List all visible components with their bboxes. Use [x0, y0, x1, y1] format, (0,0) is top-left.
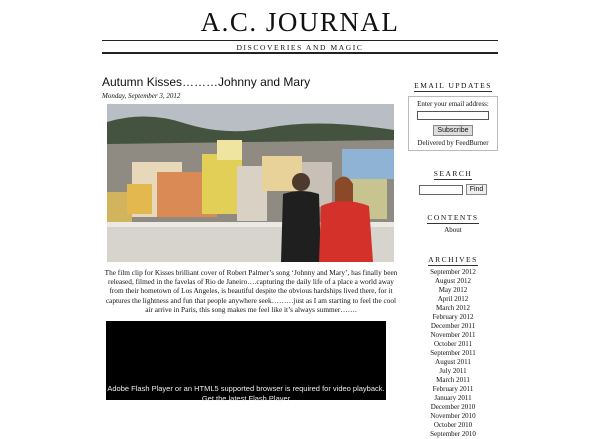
find-button[interactable]: Find: [466, 184, 488, 195]
video-message-line: Adobe Flash Player or an HTML5 supported browser is required for video playback.: [107, 384, 385, 393]
archive-link[interactable]: July 2011: [439, 367, 467, 375]
archive-link[interactable]: March 2011: [436, 376, 470, 384]
divider: [102, 52, 498, 54]
email-prompt: Enter your email address:: [417, 100, 489, 108]
archive-link[interactable]: October 2011: [433, 340, 473, 348]
post-photo: [107, 104, 394, 262]
archive-link[interactable]: September 2011: [430, 349, 476, 357]
email-updates-title: EMAIL UPDATES: [414, 81, 492, 90]
email-input[interactable]: [417, 111, 489, 120]
video-player[interactable]: [106, 321, 386, 403]
video-message: [106, 384, 386, 404]
site-title[interactable]: A.C. JOURNAL: [200, 7, 400, 37]
search-row: [408, 184, 498, 195]
archive-link[interactable]: August 2012: [435, 277, 471, 285]
archive-link[interactable]: November 2010: [430, 412, 476, 420]
search-input[interactable]: [419, 185, 463, 195]
archive-link[interactable]: November 2011: [430, 331, 476, 339]
post-body: The film clip for Kisses brilliant cover of Robert Palmer’s song ‘Johnny and Mary’, has finally been released, filmed in the favelas of Rio de Janeiro….capturing the daily life of a place a world away from their hometown of Los Angeles, is beautiful despite the obvious hardships lived there, for it captures the lightness and fun that people anywhere seek………just as I am starting to feel the cool air arrive in Paris, this song makes me feel like it’s always summer…….: [104, 268, 398, 314]
archive-link[interactable]: January 2011: [434, 394, 472, 402]
archive-link[interactable]: August 2011: [435, 358, 471, 366]
archive-link[interactable]: December 2011: [430, 322, 476, 330]
flash-player-link[interactable]: Get the latest Flash Player: [201, 394, 291, 403]
archives-widget: [408, 249, 498, 439]
post-date: Monday, September 3, 2012: [102, 92, 181, 100]
subscribe-button[interactable]: Subscribe: [433, 125, 472, 136]
archive-link[interactable]: February 2012: [432, 313, 474, 321]
archive-list: [408, 268, 498, 439]
archive-link[interactable]: September 2012: [430, 268, 476, 276]
site-tagline: DISCOVERIES AND MAGIC: [236, 43, 364, 52]
archives-title: ARCHIVES: [428, 255, 478, 264]
post-title[interactable]: Autumn Kisses………Johnny and Mary: [102, 75, 311, 89]
archive-link[interactable]: October 2010: [433, 421, 473, 429]
archive-link[interactable]: December 2010: [430, 403, 476, 411]
archive-link[interactable]: September 2010: [430, 430, 476, 438]
contents-title: CONTENTS: [427, 213, 479, 222]
email-widget: [408, 75, 498, 151]
search-widget: [408, 163, 498, 195]
archive-link[interactable]: May 2012: [438, 286, 468, 294]
contents-widget: [408, 207, 498, 234]
divider: [102, 40, 498, 41]
feedburner-link[interactable]: Delivered by FeedBurner: [417, 139, 489, 147]
archive-link[interactable]: March 2012: [435, 304, 471, 312]
sidebar: [408, 75, 498, 439]
archive-link[interactable]: April 2012: [437, 295, 469, 303]
email-form: [408, 96, 498, 151]
post-photo-image: [107, 104, 394, 262]
archive-link[interactable]: February 2011: [432, 385, 474, 393]
post-header: [102, 74, 398, 100]
masthead: [102, 0, 498, 52]
about-link[interactable]: About: [444, 226, 462, 234]
search-title: SEARCH: [433, 169, 473, 178]
